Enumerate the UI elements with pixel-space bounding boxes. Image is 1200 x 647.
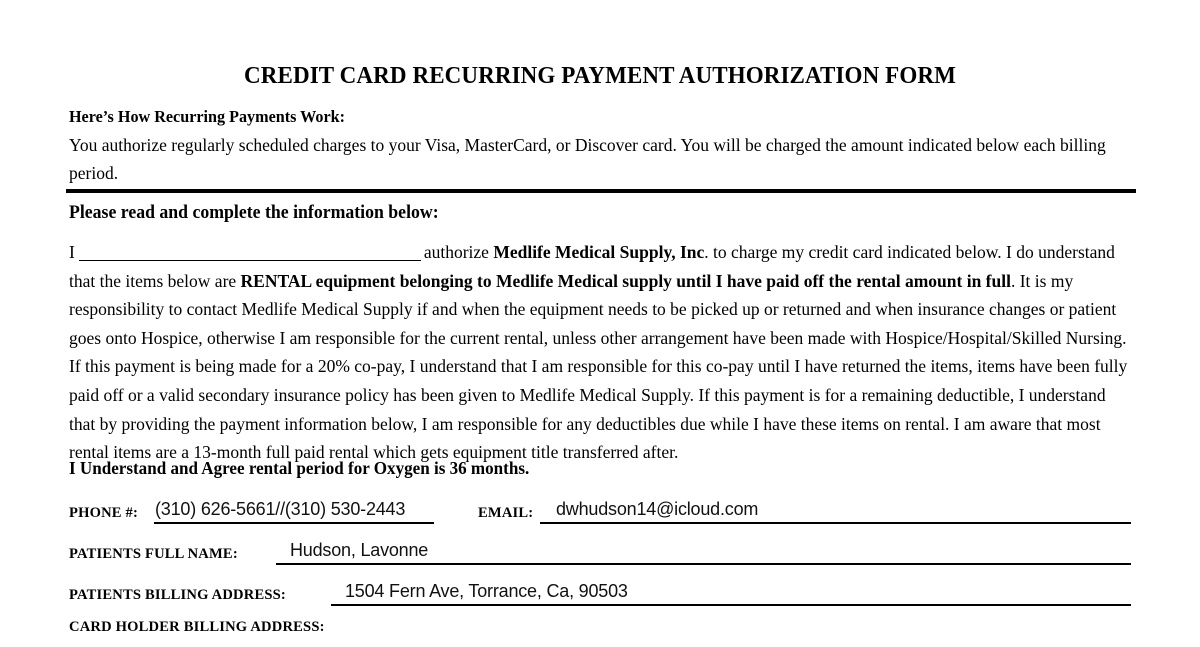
billing-address-field-label: PATIENTS BILLING ADDRESS: (69, 587, 286, 603)
phone-field-value: (310) 626-5661//(310) 530-2443 (155, 499, 406, 519)
auth-text-lead: I (69, 242, 75, 262)
auth-text-tail: . It is my responsibility to contact Medlife Medical Supply if and when the equipment needs to be picked up or returned and when insurance changes or patient goes onto Hospice, otherwise I am responsible for the current rental, unless other arrangement have been made with Hospice/Hospital/Skilled Nursing. If this payment is being made for a 20% co-pay, I understand that I am responsible for this co-pay until I have returned the items, items have been fully paid off or a valid secondary insurance policy has been given to Medlife Medical Supply. If this payment is for a remaining deductible, I understand that by providing the payment information below, I am responsible for any deductibles due while I have these items on rental. I am aware that most rental items are a 13-month full paid rental which gets equipment title transferred after. (69, 270, 1128, 463)
authorization-paragraph (69, 238, 1131, 467)
agreement-statement: I Understand and Agree rental period for Oxygen is 36 months. (69, 458, 530, 478)
cardholder-address-field-label: CARD HOLDER BILLING ADDRESS: (69, 619, 325, 635)
email-field-value: dwhudson14@icloud.com (556, 499, 759, 519)
billing-address-field-row (69, 578, 1131, 606)
rental-terms-bold: RENTAL equipment belonging to Medlife Medical supply until I have paid off the rental amount in full (240, 270, 1011, 291)
patient-name-field-row (69, 537, 1131, 565)
intro-section (69, 104, 1135, 188)
phone-field-row (69, 496, 434, 524)
cardholder-address-field-row (69, 619, 1131, 647)
section-divider-rule (66, 189, 1136, 193)
instructions-heading: Please read and complete the information below: (69, 203, 439, 223)
email-field-label: EMAIL: (478, 505, 534, 521)
company-name: Medlife Medical Supply, Inc (493, 242, 705, 262)
patient-name-field-value: Hudson, Lavonne (290, 540, 429, 560)
billing-address-field-value: 1504 Fern Ave, Torrance, Ca, 90503 (345, 581, 628, 601)
patient-name-field-label: PATIENTS FULL NAME: (69, 546, 238, 562)
page-title: CREDIT CARD RECURRING PAYMENT AUTHORIZATION FORM (244, 63, 956, 89)
email-field-row (478, 496, 1131, 524)
auth-text-authorize: authorize (423, 242, 489, 262)
name-blank-line[interactable] (79, 260, 421, 261)
phone-field-label: PHONE #: (69, 505, 139, 521)
intro-paragraph: You authorize regularly scheduled charges to your Visa, MasterCard, or Discover card. You will be charged the amount indicated below each billing period. (69, 134, 1106, 183)
intro-heading: Here’s How Recurring Payments Work: (69, 107, 346, 126)
auth-text-mid: . to charge my credit card indicated below. I do understand that the items below are (69, 242, 1115, 291)
